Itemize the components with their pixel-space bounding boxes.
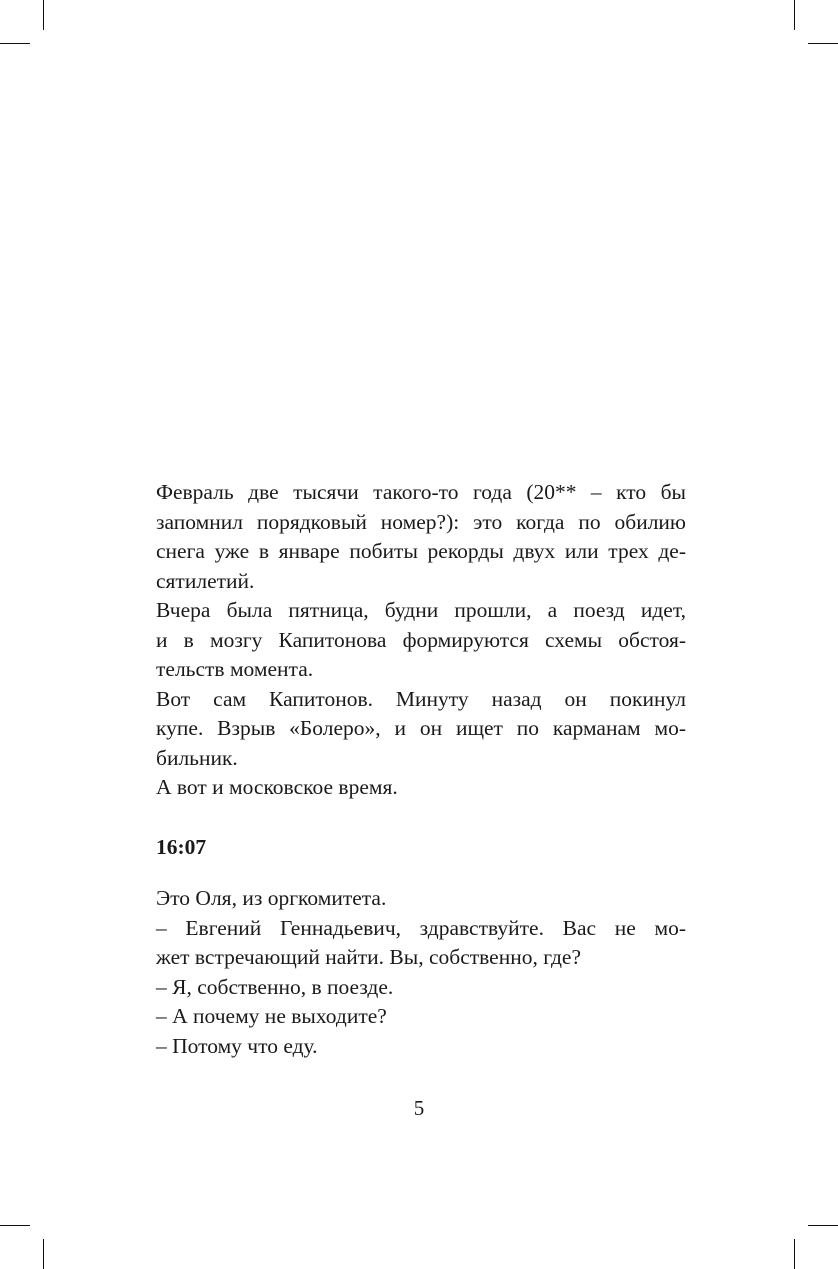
text-line: снега уже в январе побиты рекорды двух или трех де- <box>156 539 686 563</box>
crop-mark-top-right-vertical <box>794 0 795 30</box>
paragraph-5 <box>156 884 686 914</box>
crop-mark-bottom-left-vertical <box>43 1239 44 1269</box>
crop-mark-top-left-vertical <box>43 0 44 30</box>
text-line: купе. Взрыв «Болеро», и он ищет по карманам мо- <box>156 716 686 740</box>
text-line: – А почему не выходите? <box>156 1004 387 1028</box>
crop-mark-bottom-left-horizontal <box>0 1225 30 1226</box>
text-line: Это Оля, из оргкомитета. <box>156 886 387 910</box>
body-text-bottom <box>156 884 686 1061</box>
crop-mark-top-left-horizontal <box>0 43 30 44</box>
text-line: бильник. <box>156 745 238 770</box>
text-line: и в мозгу Капитонова формируются схемы обстоя- <box>156 627 686 652</box>
text-line: – Потому что еду. <box>156 1033 318 1058</box>
paragraph-2 <box>156 596 686 685</box>
paragraph-7 <box>156 973 686 1003</box>
paragraph-4 <box>156 773 686 803</box>
text-line: Вчера была пятница, будни прошли, а поезд идет, <box>156 598 686 622</box>
text-line: – Я, собственно, в поезде. <box>156 974 394 999</box>
text-line: А вот и московское время. <box>156 775 398 799</box>
page-number: 5 <box>413 1096 425 1120</box>
paragraph-8 <box>156 1002 686 1032</box>
crop-mark-bottom-right-vertical <box>794 1239 795 1269</box>
text-line: тельств момента. <box>156 657 314 681</box>
text-line: Февраль две тысячи такого-то года (20** – кто бы <box>156 480 686 504</box>
paragraph-6 <box>156 914 686 973</box>
text-line: жет встречающий найти. Вы, собственно, где? <box>156 945 581 969</box>
paragraph-9 <box>156 1032 686 1062</box>
paragraph-1 <box>156 478 686 596</box>
text-line: сятилетий. <box>156 568 255 593</box>
time-heading: 16:07 <box>156 835 207 859</box>
body-text-top <box>156 478 686 803</box>
crop-mark-bottom-right-horizontal <box>808 1225 838 1226</box>
text-line: Вот сам Капитонов. Минуту назад он покинул <box>156 686 686 711</box>
crop-mark-top-right-horizontal <box>808 43 838 44</box>
paragraph-3 <box>156 685 686 774</box>
text-line: – Евгений Геннадьевич, здравствуйте. Вас не мо- <box>156 915 686 940</box>
text-line: запомнил порядковый номер?): это когда по обилию <box>156 509 686 534</box>
